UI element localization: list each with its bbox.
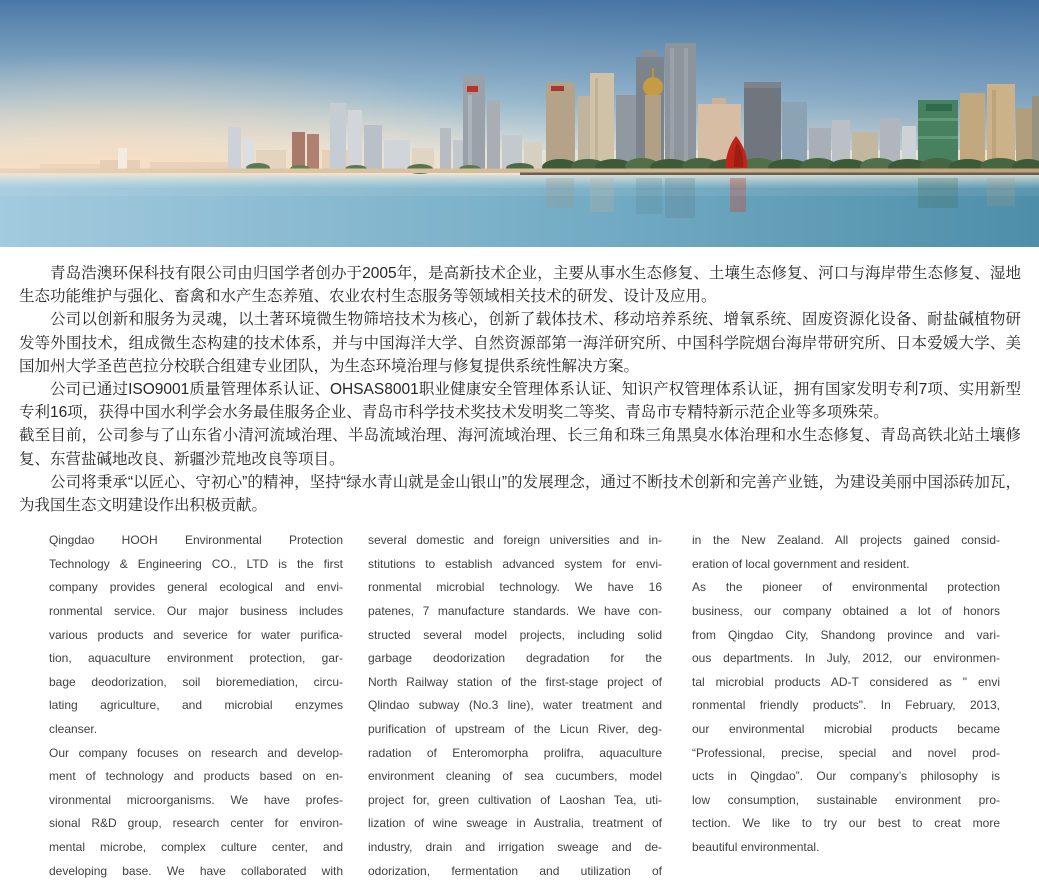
text-line: developing base. We have collaborated with [49,863,343,878]
text-line: bage deodorization, soil bioremediation, circu- [49,674,343,689]
text-line: structed several model projects, including solid [368,627,662,642]
text-line: purification of upstream of the Licun River, deg- [368,721,662,736]
english-column-1 [49,529,343,883]
english-column-3 [692,529,1000,883]
text-line: Our company focuses on research and develop- [49,745,343,760]
text-line: Technology & Engineering CO., LTD is the first [49,556,343,571]
english-column-2 [368,529,662,883]
text-line: tion, aquaculture environment protection, gar- [49,651,343,666]
text-line: ucts in Qingdao”. Our company’s philosophy is [692,769,1000,784]
text-line: cleanser. [49,721,98,736]
text-line: tection. We like to try our best to creat more [692,816,1000,831]
chinese-paragraph: 青岛浩澳环保科技有限公司由归国学者创办于2005年，是高新技术企业，主要从事水生态修复、土壤生态修复、河口与海岸带生态修复、湿地生态功能维护与强化、畜禽和水产生态养殖、农业农村生态服务等领域相关技术的研发、设计及应用。 [19,265,1021,306]
text-line: Qingdao HOOH Environmental Protection [49,533,343,548]
text-line: As the pioneer of environmental protection [692,580,1000,595]
text-line: environment cleaning of sea cucumbers, model [368,769,662,784]
text-line: ous departments. In July, 2012, our environmen- [692,651,1000,666]
chinese-paragraph: 公司以创新和服务为灵魂，以土著环境微生物筛培技术为核心，创新了载体技术、移动培养系统、增氧系统、固废资源化设备、耐盐碱植物研发等外围技术，组成微生态构建的技术体系，并与中国海洋大学、自然资源部第一海洋研究所、中国科学院烟台海岸带研究所、日本爱媛大学、美国加州大学圣芭芭拉分校联合组建专业团队，为生态环境治理与修复提供系统性解决方案。 [19,311,1021,375]
company-intro-english [49,529,1039,883]
text-line: patenes, 7 manufacture standards. We have con- [368,604,662,619]
text-line: our environmental microbial products became [692,721,1000,736]
text-line: garbage deodorization degradation for the [368,651,662,666]
text-line: ronmental microbial technology. We have 16 [368,580,662,595]
text-line: ronmental service. Our major business includes [49,604,343,619]
text-line: ronmental friendly products". In February, 2013, [692,698,1000,713]
text-line: project for, green cultivation of Laoshan Tea, uti- [368,792,662,807]
text-line: from Qingdao City, Shandong province and vari- [692,627,1000,642]
promenade [0,169,1039,174]
text-line: eration of local government and resident. [692,556,910,571]
text-line: several domestic and foreign universities and in- [368,533,662,548]
chinese-paragraph: 截至目前，公司参与了山东省小清河流域治理、半岛流域治理、海河流域治理、长三角和珠三角黑臭水体治理和水生态修复、青岛高铁北站土壤修复、东营盐碱地改良、新疆沙荒地改良等项目。 [19,427,1021,468]
text-line: beautiful environmental. [692,839,820,854]
text-line: sional R&D group, research center for environ- [49,816,343,831]
skyline-illustration [0,0,1039,247]
text-line: radation of Enteromorpha prolifra, aquaculture [368,745,662,760]
text-line: company provides general ecological and envi- [49,580,343,595]
text-line: various products and severice for water purifica- [49,627,343,642]
text-line: industry, drain and irrigation sweage and de- [368,839,662,854]
text-line: mental microbe, complex culture center, and [49,839,343,854]
hero-photo [0,0,1039,247]
chinese-paragraph: 公司将秉承“以匠心、守初心”的精神，坚持“绿水青山就是金山银山”的发展理念，通过不断技术创新和完善产业链，为建设美丽中国添砖加瓦，为我国生态文明建设作出积极贡献。 [19,473,1021,515]
text-line: tal microbial products AD-T considered as " envi [692,674,1000,689]
text-line: ment of technology and products based on en- [49,769,343,784]
chinese-paragraph: 公司已通过ISO9001质量管理体系认证、OHSAS8001职业健康安全管理体系认证、知识产权管理体系认证，拥有国家发明专利7项、实用新型专利16项，获得中国水利学会水务最佳服务企业、青岛市科学技术奖技术发明奖二等奖、青岛市专精特新示范企业等多项殊荣。 [19,381,1021,422]
text-line: low consumption, sustainable environment pro- [692,792,1000,807]
text-line: vironmental microorganisms. We have profes- [49,792,343,807]
text-line: odorization, fermentation and utilization of [368,863,662,878]
text-line: North Railway station of the first-stage project of [368,674,662,689]
text-line: stitutions to establish advanced system for envi- [368,556,662,571]
text-line: Qlindao subway (No.3 line), water treatment and [368,698,662,713]
text-line: “Professional, precise, special and novel prod- [692,745,1000,760]
sea-water [0,175,1039,247]
text-line: in the New Zealand. All projects gained consid- [692,533,1000,548]
text-line: lating agriculture, and microbial enzymes [49,698,343,713]
text-line: lization of wine sweage in Australia, treatment of [368,816,662,831]
company-intro-chinese [19,262,1021,517]
text-line: business, our company obtained a lot of honors [692,604,1000,619]
